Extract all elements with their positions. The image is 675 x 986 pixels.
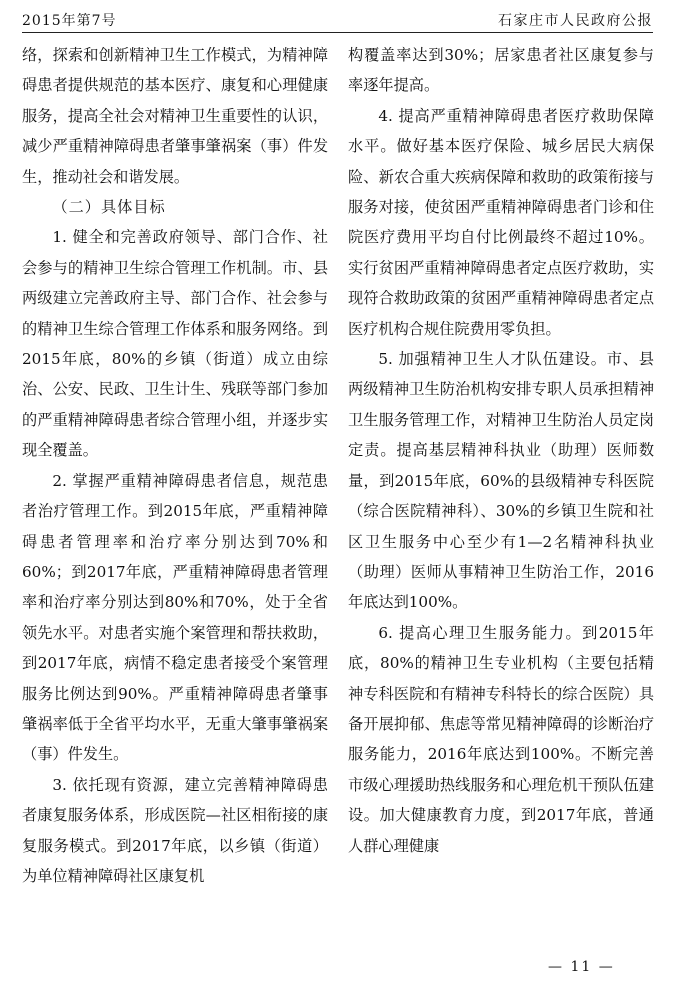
header-divider [22,32,653,33]
paragraph-item-3: 3. 依托现有资源，建立完善精神障碍患者康复服务体系，形成医院—社区相衔接的康复服务模式。到2017年底，以乡镇（街道）为单位精神障碍社区康复机 [22,775,328,885]
section-heading: （二）具体目标 [52,198,166,217]
page-number: — 11 — [548,959,615,975]
publication-title: 石家庄市人民政府公报 [498,13,653,29]
page-header [22,8,653,32]
paragraph-item-1: 1. 健全和完善政府领导、部门合作、社会参与的精神卫生综合管理工作机制。市、县两级建立完善政府主导、部门合作、社会参与的精神卫生综合管理工作体系和服务网络。到2015年底，80%的乡镇（街道）成立由综治、公安、民政、卫生计生、残联等部门参加的严重精神障碍患者综合管理小组，并逐步实现全覆盖。 [22,228,328,460]
left-column [22,40,328,891]
paragraph-item-4: 4. 提高严重精神障碍患者医疗救助保障水平。做好基本医疗保险、城乡居民大病保险、新农合重大疾病保障和救助的政策衔接与服务对接，使贫困严重精神障碍患者门诊和住院医疗费用平均自付比例最终不超过10%。实行贫困严重精神障碍患者定点医疗救助，实现符合救助政策的贫困严重精神障碍患者定点医疗机构合规住院费用零负担。 [348,106,654,338]
paragraph-item-3-continued: 构覆盖率达到30%；居家患者社区康复参与率逐年提高。 [348,46,654,95]
paragraph-continued: 络，探索和创新精神卫生工作模式，为精神障碍患者提供规范的基本医疗、康复和心理健康服务，提高全社会对精神卫生重要性的认识，减少严重精神障碍患者肇事肇祸案（事）件发生，推动社会和谐发展。 [22,46,328,186]
paragraph-item-5: 5. 加强精神卫生人才队伍建设。市、县两级精神卫生防治机构安排专职人员承担精神卫生服务管理工作，对精神卫生防治人员定岗定责。提高基层精神科执业（助理）医师数量，到2015年底，60%的县级精神专科医院（综合医院精神科）、30%的乡镇卫生院和社区卫生服务中心至少有1—2名精神科执业（助理）医师从事精神卫生防治工作，2016年底达到100%。 [348,350,654,612]
issue-label: 2015年第7号 [22,13,117,29]
right-column [348,40,654,861]
paragraph-item-6: 6. 提高心理卫生服务能力。到2015年底，80%的精神卫生专业机构（主要包括精神专科医院和有精神专科特长的综合医院）具备开展抑郁、焦虑等常见精神障碍的诊断治疗服务能力，2016年底达到100%。不断完善市级心理援助热线服务和心理危机干预队伍建设。加大健康教育力度，到2017年底，普通人群心理健康 [348,623,654,855]
paragraph-item-2: 2. 掌握严重精神障碍患者信息，规范患者治疗管理工作。到2015年底，严重精神障碍患者管理率和治疗率分别达到70%和60%；到2017年底，严重精神障碍患者管理率和治疗率分别达到80%和70%，处于全省领先水平。对患者实施个案管理和帮扶救助，到2017年底，病情不稳定患者接受个案管理服务比例达到90%。严重精神障碍患者肇事肇祸率低于全省平均水平，无重大肇事肇祸案（事）件发生。 [22,471,328,764]
